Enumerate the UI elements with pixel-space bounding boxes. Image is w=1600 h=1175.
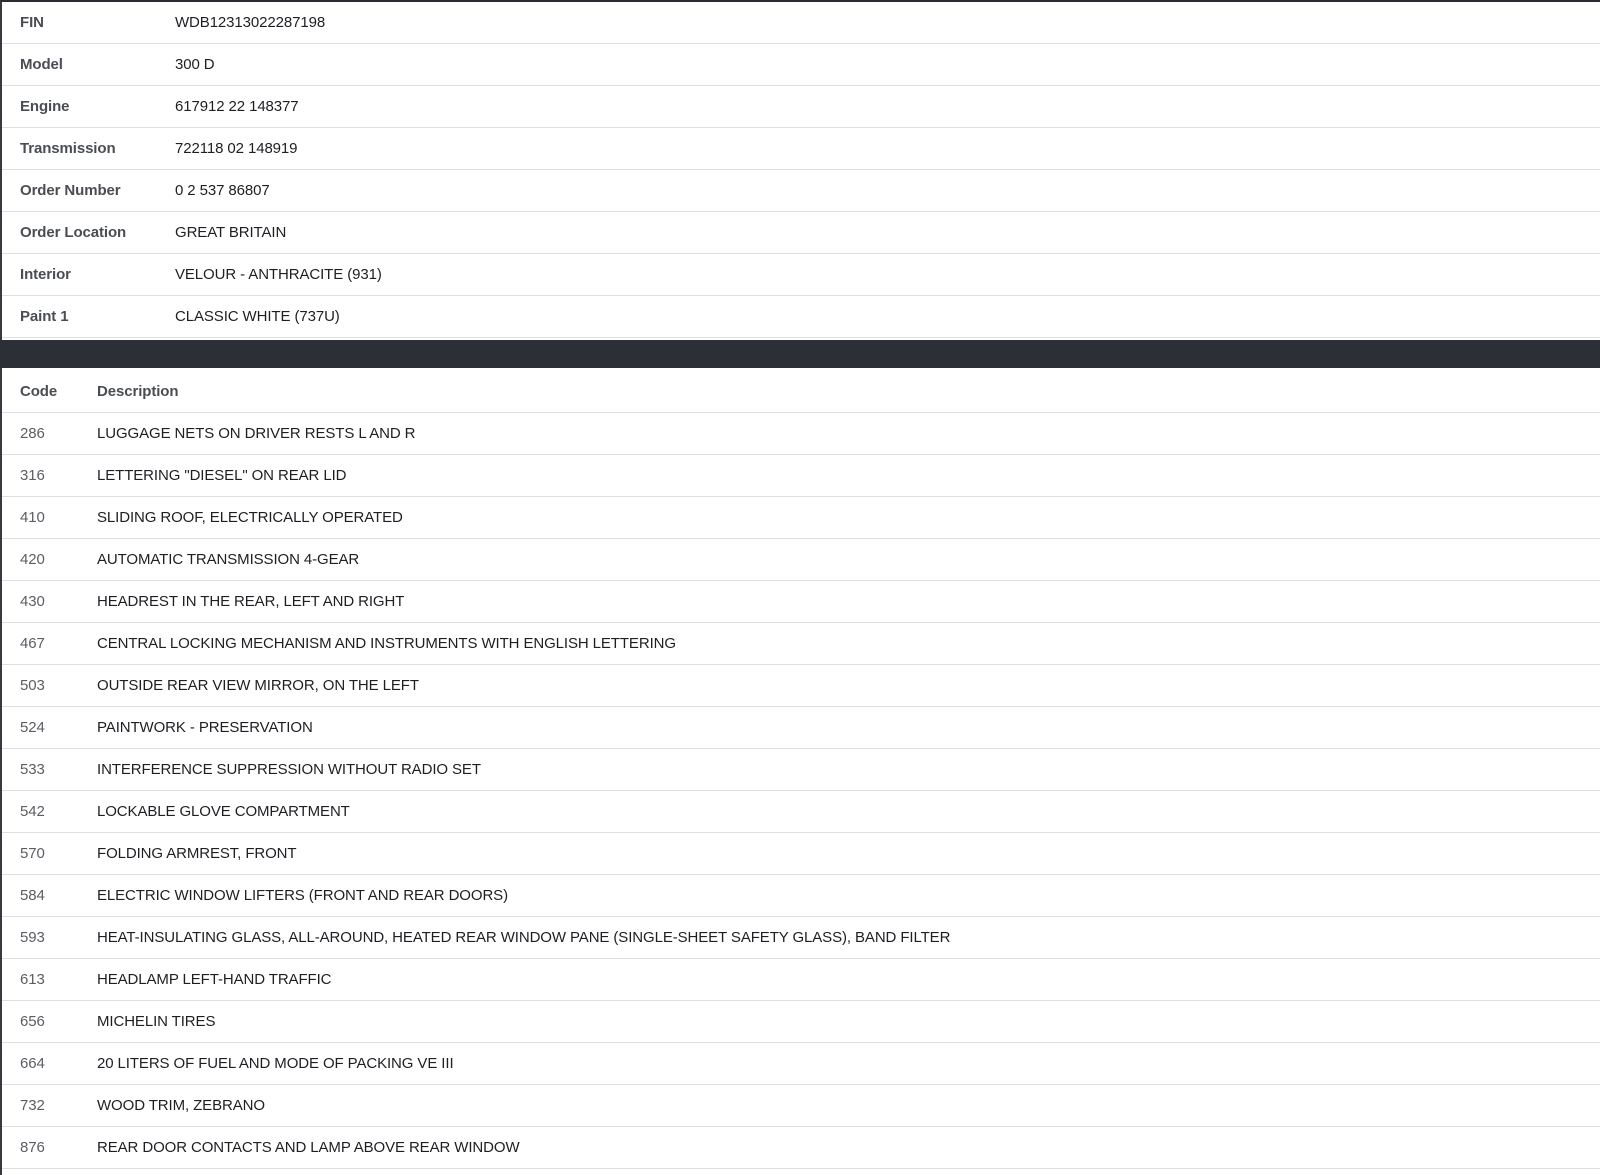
option-row (2, 959, 1600, 1001)
option-row (2, 749, 1600, 791)
vehicle-info-row (2, 44, 1600, 86)
field-value: WDB12313022287198 (175, 14, 326, 31)
field-label: Order Number (20, 182, 121, 199)
option-row (2, 833, 1600, 875)
option-description: REAR DOOR CONTACTS AND LAMP ABOVE REAR WINDOW (97, 1139, 520, 1156)
field-value: 722118 02 148919 (175, 140, 298, 157)
option-description: LETTERING "DIESEL" ON REAR LID (97, 467, 347, 484)
option-code: 524 (20, 719, 45, 736)
option-description: FOLDING ARMREST, FRONT (97, 845, 297, 862)
option-code: 430 (20, 593, 45, 610)
option-description: 20 LITERS OF FUEL AND MODE OF PACKING VE III (97, 1055, 454, 1072)
option-row (2, 1127, 1600, 1169)
option-row (2, 665, 1600, 707)
field-value: 0 2 537 86807 (175, 182, 270, 199)
option-description: OUTSIDE REAR VIEW MIRROR, ON THE LEFT (97, 677, 419, 694)
option-row (2, 539, 1600, 581)
option-row (2, 1043, 1600, 1085)
option-code: 593 (20, 929, 45, 946)
option-description: HEAT-INSULATING GLASS, ALL-AROUND, HEATED REAR WINDOW PANE (SINGLE-SHEET SAFETY GLASS), BAND FILTER (97, 929, 951, 946)
option-description: ELECTRIC WINDOW LIFTERS (FRONT AND REAR DOORS) (97, 887, 508, 904)
option-row (2, 875, 1600, 917)
option-row (2, 707, 1600, 749)
field-label: Model (20, 56, 63, 73)
option-row (2, 455, 1600, 497)
vehicle-info-row (2, 254, 1600, 296)
options-table (2, 371, 1600, 1169)
option-code: 420 (20, 551, 45, 568)
option-code: 542 (20, 803, 45, 820)
option-code: 584 (20, 887, 45, 904)
field-value: VELOUR - ANTHRACITE (931) (175, 266, 382, 283)
code-column-header: Code (20, 383, 58, 400)
field-label: Paint 1 (20, 308, 69, 325)
vehicle-info-row (2, 170, 1600, 212)
option-code: 656 (20, 1013, 45, 1030)
option-row (2, 623, 1600, 665)
option-row (2, 791, 1600, 833)
vehicle-info-row (2, 2, 1600, 44)
option-code: 613 (20, 971, 45, 988)
option-row (2, 1085, 1600, 1127)
field-label: Interior (20, 266, 71, 283)
option-description: LUGGAGE NETS ON DRIVER RESTS L AND R (97, 425, 416, 442)
option-code: 533 (20, 761, 45, 778)
section-divider-bar (0, 340, 1600, 368)
option-row (2, 497, 1600, 539)
option-description: SLIDING ROOF, ELECTRICALLY OPERATED (97, 509, 403, 526)
option-description: MICHELIN TIRES (97, 1013, 216, 1030)
field-label: Transmission (20, 140, 116, 157)
field-value: 300 D (175, 56, 215, 73)
option-description: LOCKABLE GLOVE COMPARTMENT (97, 803, 350, 820)
option-description: CENTRAL LOCKING MECHANISM AND INSTRUMENTS WITH ENGLISH LETTERING (97, 635, 676, 652)
option-code: 876 (20, 1139, 45, 1156)
vehicle-info-row (2, 212, 1600, 254)
field-label: FIN (20, 14, 44, 31)
option-code: 286 (20, 425, 45, 442)
option-description: HEADREST IN THE REAR, LEFT AND RIGHT (97, 593, 405, 610)
option-code: 503 (20, 677, 45, 694)
option-code: 570 (20, 845, 45, 862)
option-code: 410 (20, 509, 45, 526)
option-row (2, 917, 1600, 959)
option-code: 467 (20, 635, 45, 652)
option-description: AUTOMATIC TRANSMISSION 4-GEAR (97, 551, 360, 568)
option-description: WOOD TRIM, ZEBRANO (97, 1097, 265, 1114)
field-value: GREAT BRITAIN (175, 224, 287, 241)
field-label: Order Location (20, 224, 127, 241)
field-value: 617912 22 148377 (175, 98, 299, 115)
option-code: 664 (20, 1055, 45, 1072)
field-label: Engine (20, 98, 70, 115)
description-column-header: Description (97, 383, 179, 400)
option-description: PAINTWORK - PRESERVATION (97, 719, 313, 736)
option-description: INTERFERENCE SUPPRESSION WITHOUT RADIO SET (97, 761, 481, 778)
option-row (2, 1001, 1600, 1043)
option-code: 732 (20, 1097, 45, 1114)
vehicle-info-row (2, 128, 1600, 170)
option-description: HEADLAMP LEFT-HAND TRAFFIC (97, 971, 332, 988)
vehicle-info-row (2, 86, 1600, 128)
option-row (2, 413, 1600, 455)
field-value: CLASSIC WHITE (737U) (175, 308, 340, 325)
option-row (2, 581, 1600, 623)
vehicle-info-row (2, 296, 1600, 338)
vehicle-info-table (2, 2, 1600, 338)
options-table-header-row (2, 371, 1600, 413)
option-code: 316 (20, 467, 45, 484)
options-table-body (2, 413, 1600, 1169)
